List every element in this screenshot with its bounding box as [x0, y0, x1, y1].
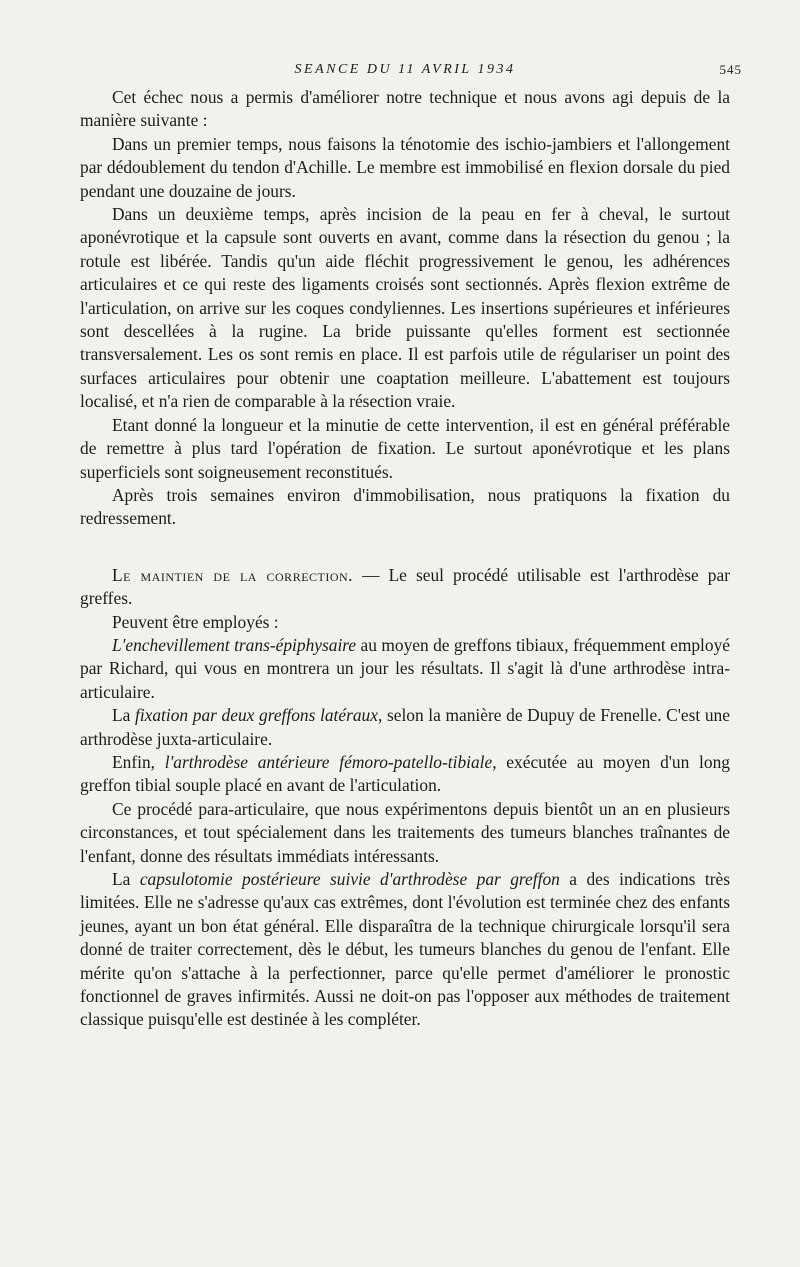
- paragraph-7: Peuvent être employés :: [112, 611, 279, 632]
- paragraph-1: Cet échec nous a permis d'améliorer notre technique et nous avons agi depuis de la manière suivante :: [80, 87, 730, 131]
- paragraph-9-italic: fixation par deux greffons latéraux: [134, 705, 378, 726]
- paragraph-9-pre: La: [112, 705, 135, 726]
- paragraph-10: [80, 751, 730, 798]
- paragraph-2: Dans un premier temps, nous faisons la ténotomie des ischio-jambiers et l'allongement par dédoublement du tendon d'Achille. Le membre est immobilisé en flexion dorsale du pied pendant une douzaine de jours.: [80, 133, 730, 201]
- paragraph-10-pre: Enfin,: [112, 751, 165, 772]
- paragraph-12-pre: La: [112, 869, 140, 889]
- paragraph-5: Après trois semaines environ d'immobilisation, nous pratiquons la fixation du redressement.: [80, 484, 730, 529]
- paragraph-9-text: , selon la manière de Dupuy de Frenelle. C'est une arthrodèse juxta-articulaire.: [80, 705, 730, 749]
- paragraph-11: Ce procédé para-articulaire, que nous expérimentons depuis bientôt un an en plusieurs circonstances, et tout spécialement dans les traitements des tumeurs blanches traînantes de l'enfant, donne des résultats immédiats intéressants.: [80, 798, 730, 866]
- section-gap: [80, 531, 730, 564]
- paragraph-8-text: au moyen de greffons tibiaux, fréquemment employé par Richard, qui vous en montrera un jour les résultats. Il s'agit là d'une arthrodèse intra-articulaire.: [80, 634, 730, 702]
- paragraph-4: Etant donné la longueur et la minutie de cette intervention, il est en général préférable de remettre à plus tard l'opération de fixation. Le surtout aponévrotique et les plans superficiels sont soigneusement reconstitués.: [80, 414, 730, 482]
- paragraph-8: [80, 634, 730, 704]
- page-header: [80, 58, 742, 86]
- paragraph-8-italic: L'enchevillement trans-épiphysaire: [112, 634, 357, 655]
- section-heading: Le maintien de la correction.: [112, 564, 354, 585]
- page: [80, 58, 742, 1032]
- running-title: SEANCE DU 11 AVRIL 1934: [294, 62, 516, 77]
- paragraph-6-text: — Le seul procédé utilisable est l'arthrodèse par greffes.: [80, 564, 730, 609]
- page-number: 545: [719, 62, 742, 77]
- paragraph-6: [80, 564, 730, 611]
- paragraph-9: [80, 704, 730, 751]
- paragraph-12-italic: capsulotomie postérieure suivie d'arthrodèse par greffon: [139, 869, 560, 889]
- paragraph-10-text: , exécutée au moyen d'un long greffon tibial souple placé en avant de l'articulation.: [80, 751, 730, 796]
- paragraph-12-text: a des indications très limitées. Elle ne s'adresse qu'aux cas extrêmes, dont l'évolution est terminée chez des enfants jeunes, ayant un bon état général. Elle disparaîtra de la technique chirurgicale lorsqu'il sera donné de traiter correctement, dès le début, les tumeurs blanches du genou de l'enfant. Elle mérite qu'on s'attache à la perfectionner, parce qu'elle permet d'améliorer le pronostic fonctionnel de graves infirmités. Aussi ne doit-on pas l'opposer aux méthodes de traitement classique puisqu'elle est destinée à les compléter.: [80, 869, 730, 1030]
- paragraph-3: Dans un deuxième temps, après incision de la peau en fer à cheval, le surtout aponévrotique et la capsule sont ouverts en avant, comme dans la résection du genou ; la rotule est libérée. Tandis qu'un aide fléchit progressivement le genou, les adhérences articulaires et ce qui reste des ligaments croisés sont sectionnés. Après flexion extrême de l'articulation, on arrive sur les coques condyliennes. Les insertions supérieures et inférieures sont descellées à la rugine. La bride puissante qu'elles forment est sectionnée transversalement. Les os sont remis en place. Il est parfois utile de régulariser un point des surfaces articulaires pour obtenir une coaptation meilleure. L'abattement est toujours localisé, et n'a rien de comparable à la résection vraie.: [80, 204, 730, 412]
- paragraph-10-italic: l'arthrodèse antérieure fémoro-patello-tibiale: [164, 751, 493, 772]
- paragraph-12: [80, 868, 730, 1032]
